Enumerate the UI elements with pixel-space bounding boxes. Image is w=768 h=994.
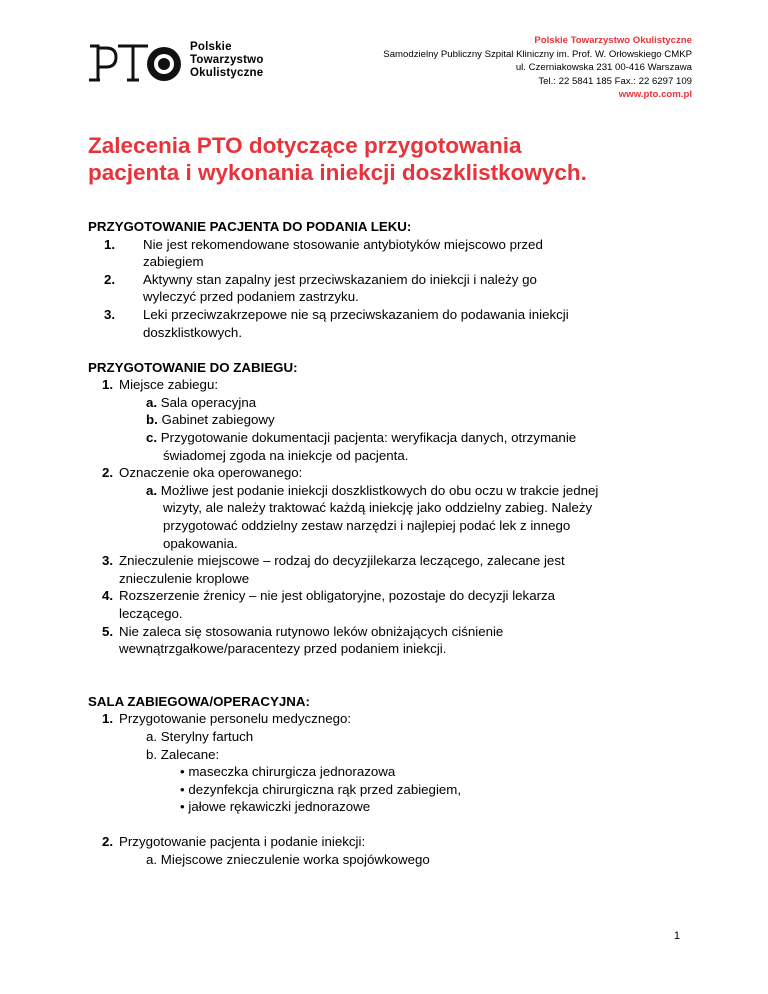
list-text: Nie zaleca się stosowania rutynowo leków obniżających ciśnienie bbox=[119, 623, 504, 639]
list-number: 1. bbox=[104, 236, 116, 252]
bullet-icon: • bbox=[180, 781, 185, 797]
bullet-icon: • bbox=[180, 764, 185, 780]
list-number: 5. bbox=[102, 623, 114, 639]
bullet-item bbox=[88, 763, 698, 781]
sub-list-text: przygotować oddzielny zestaw narzędzi i najlepiej podać lek z innego bbox=[163, 518, 571, 533]
sub-list-text: Możliwe jest podanie iniekcji doszklistkowych do obu oczu w trakcie jednej bbox=[160, 482, 599, 498]
bullet-item bbox=[88, 781, 698, 799]
list-text: Aktywny stan zapalny jest przeciwskazaniem do iniekcji i należy go bbox=[143, 271, 537, 287]
sub-list-item: a. Sterylny fartuch bbox=[146, 728, 254, 744]
list-item bbox=[88, 833, 698, 851]
list-text: Nie jest rekomendowane stosowanie antybiotyków miejscowo przed bbox=[143, 236, 543, 252]
sub-list-letter: c. bbox=[146, 430, 158, 446]
sub-list-text: opakowania. bbox=[163, 535, 238, 551]
sub-list-item bbox=[88, 394, 698, 412]
list-item bbox=[88, 271, 698, 306]
sub-list-item: a. Miejscowe znieczulenie worka spojówkowego bbox=[146, 852, 430, 867]
org-name: Polskie Towarzystwo Okulistyczne bbox=[534, 35, 692, 46]
bullet-item bbox=[88, 798, 698, 816]
list-text: Przygotowanie pacjenta i podanie iniekcji: bbox=[119, 834, 366, 850]
sub-list-item: b. Zalecane: bbox=[146, 746, 220, 762]
list-text: Oznaczenie oka operowanego: bbox=[119, 465, 303, 481]
list-number: 3. bbox=[104, 306, 116, 322]
section-heading: PRZYGOTOWANIE DO ZABIEGU: bbox=[88, 359, 298, 375]
document-body bbox=[88, 218, 698, 869]
list-number: 2. bbox=[102, 465, 114, 481]
list-item bbox=[88, 552, 698, 587]
list-number: 1. bbox=[102, 711, 114, 727]
sub-list-text: wizyty, ale należy traktować każdą iniekcję jako oddzielny zabieg. Należy bbox=[163, 500, 593, 516]
title-line-2: pacjenta i wykonania iniekcji doszklistkowych. bbox=[88, 160, 587, 185]
sub-list-text: Sala operacyjna bbox=[160, 394, 257, 410]
sub-list-text: Przygotowanie dokumentacji pacjenta: weryfikacja danych, otrzymanie bbox=[160, 430, 577, 446]
logo-line-2: Towarzystwo bbox=[190, 54, 264, 67]
logo-line-1: Polskie bbox=[190, 41, 232, 53]
website-link[interactable]: www.pto.com.pl bbox=[618, 89, 692, 101]
hospital-name: Samodzielny Publiczny Szpital Kliniczny im. Prof. W. Orłowskiego CMKP bbox=[383, 48, 692, 60]
list-number: 4. bbox=[102, 588, 114, 604]
section-heading: PRZYGOTOWANIE PACJENTA DO PODANIA LEKU: bbox=[88, 219, 412, 234]
list-text: wyleczyć przed podaniem zastrzyku. bbox=[143, 289, 359, 305]
bullet-text: maseczka chirurgicza jednorazowa bbox=[188, 764, 396, 780]
address: ul. Czerniakowska 231 00-416 Warszawa bbox=[515, 62, 692, 74]
list-text: zabiegiem bbox=[143, 254, 204, 270]
list-text: leczącego. bbox=[119, 605, 183, 621]
list-number: 2. bbox=[104, 271, 116, 287]
pto-logo-mark bbox=[88, 40, 184, 86]
list-item bbox=[88, 236, 698, 271]
bullet-icon: • bbox=[180, 799, 185, 815]
list-text: znieczulenie kroplowe bbox=[119, 570, 250, 586]
list-text: doszklistkowych. bbox=[143, 324, 243, 340]
document-title bbox=[88, 132, 728, 186]
section-heading: SALA ZABIEGOWA/OPERACYJNA: bbox=[88, 693, 310, 709]
list-number: 1. bbox=[102, 377, 114, 393]
sub-list-letter: a. bbox=[146, 482, 158, 498]
list-item bbox=[88, 464, 698, 482]
sub-list-item bbox=[88, 411, 698, 429]
phone-fax: Tel.: 22 5841 185 Fax.: 22 6297 109 bbox=[538, 75, 692, 87]
sub-list-text: Gabinet zabiegowy bbox=[161, 412, 275, 428]
list-item bbox=[88, 306, 698, 341]
list-text: Przygotowanie personelu medycznego: bbox=[119, 711, 352, 727]
sub-list-letter: a. bbox=[146, 394, 158, 410]
sub-list-text: świadomej zgoda na iniekcje od pacjenta. bbox=[163, 447, 409, 463]
list-number: 3. bbox=[102, 553, 114, 569]
list-text: wewnątrzgałkowe/paracentezy przed podaniem iniekcji. bbox=[119, 641, 447, 657]
bullet-text: dezynfekcja chirurgiczna rąk przed zabiegiem, bbox=[188, 781, 462, 797]
contact-block bbox=[383, 34, 692, 102]
list-item bbox=[88, 710, 698, 728]
logo-line-3: Okulistyczne bbox=[190, 67, 264, 80]
list-text: Znieczulenie miejscowe – rodzaj do decyzjilekarza leczącego, zalecane jest bbox=[119, 553, 565, 569]
list-text: Rozszerzenie źrenicy – nie jest obligatoryjne, pozostaje do decyzji lekarza bbox=[119, 588, 556, 604]
sub-list-item bbox=[88, 482, 698, 552]
list-item bbox=[88, 376, 698, 394]
list-number: 2. bbox=[102, 834, 114, 850]
bullet-text: jałowe rękawiczki jednorazowe bbox=[188, 799, 371, 815]
list-item bbox=[88, 623, 698, 658]
list-item bbox=[88, 587, 698, 622]
sub-list-letter: b. bbox=[146, 412, 158, 428]
list-text: Miejsce zabiegu: bbox=[119, 377, 219, 393]
page-number: 1 bbox=[673, 930, 680, 942]
logo-wordmark bbox=[190, 41, 264, 81]
title-line-1: Zalecenia PTO dotyczące przygotowania bbox=[88, 133, 522, 158]
list-text: Leki przeciwzakrzepowe nie są przeciwskazaniem do podawania iniekcji bbox=[143, 306, 569, 322]
sub-list-item bbox=[88, 429, 698, 464]
